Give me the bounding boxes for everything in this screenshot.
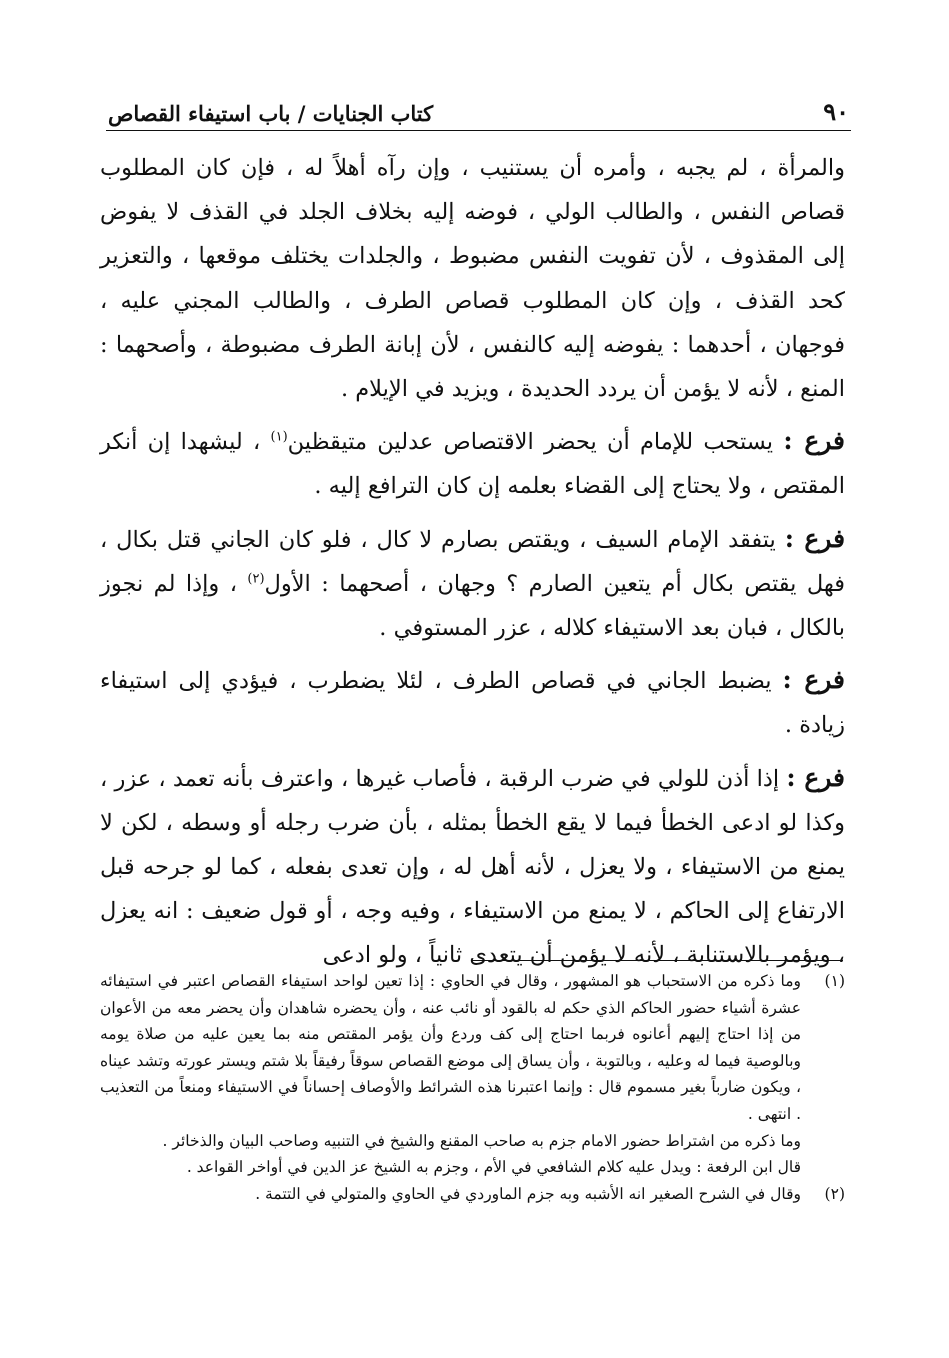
fara-label: فرع : — [783, 426, 846, 456]
footnote-1-note-3: قال ابن الرفعة : ويدل عليه كلام الشافعي في الأم ، وجزم به الشيخ عز الدين في أواخر القواعد . — [186, 1158, 801, 1177]
paragraph-3-text-a: يتفقد الإمام السيف ، ويقتص بصارم لا كال ، فلو كان الجاني قتل بكال ، فهل يقتص بكال أم يتعين الصارم ؟ وجهان ، أصحهما : الأول — [100, 526, 845, 597]
footnote-2 — [100, 1181, 845, 1208]
page-header — [108, 86, 849, 126]
paragraph-1: والمرأة ، لم يجبه ، وأمره أن يستنيب ، وإن رآه أهلاً له ، فإن كان المطلوب قصاص النفس ، والطالب الولي ، فوضه إليه بخلاف الجلد في القذف لا يفوض إلى المقذوف ، لأن تفويت النفس مضبوط ، والجلدات يختلف موقعها ، والتعزير كحد القذف ، وإن كان المطلوب قصاص الطرف ، والطالب المجني عليه ، فوجهان ، أحدهما : يفوضه إليه كالنفس ، لأن إبانة الطرف مضبوطة ، وأصحهما : المنع ، لأنه لا يؤمن أن يردد الحديدة ، ويزيد في الإيلام . — [100, 155, 845, 403]
footnote-separator — [472, 960, 843, 961]
paragraph-3-text-b: ، وإذا لم نجوز بالكال ، فبان بعد الاستيفاء كلاله ، عزر المستوفي . — [100, 570, 845, 642]
fara-label: فرع : — [784, 523, 846, 553]
footnote-1-number: (١) — [824, 972, 845, 990]
paragraph-2 — [100, 415, 845, 508]
main-text — [100, 146, 845, 978]
footnote-1-text: وما ذكره من الاستحباب هو المشهور ، وقال في الحاوي : إذا تعين لواحد استيفاء القصاص اعتبر في استيفائه عشرة أشياء حضور الحاكم الذي حكم له بالقود أو نائب عنه ، وأن يحضره شاهدان وأن يحضر معه من الأعوان من إذا احتاج إليهم أعانوه فربما احتاج إلى كف وردع وأن يؤمر المقتص منه بما يعين عليه من صلاة يومه وبالوصية فيما له وعليه ، وبالتوبة ، وأن يساق إلى موضع القصاص سوقاً رفيقاً بلا شتم ويستر عورته وتشد عيناه ، ويكون ضارباً بغير مسموم قال : وإنما اعتبرنا هذه الشرائط والأوصاف إحساناً في الاستيفاء ومنعاً من التعذيب . انتهى . — [100, 972, 801, 1123]
paragraph-5-text: إذا أذن للولي في ضرب الرقبة ، فأصاب غيرها ، واعترف بأنه تعمد ، عزر ، وكذا لو ادعى الخطأ فيما لا يقع الخطأ بمثله ، بأن ضرب رجله أو وسطه ، لكن لا يمنع من الاستيفاء ، ولا يعزل ، لأنه أهل له ، وإن تعدى بفعله ، كما لو جرحه قبل الارتفاع إلى الحاكم ، لا يمنع من الاستيفاء ، وفيه وجه ، أو قول ضعيف : انه يعزل ، ويؤمر بالاستنابة ، لأنه لا يؤمن أن يتعدى ثانياً ، ولو ادعى — [100, 765, 845, 969]
footnote-ref-2[interactable]: (٢) — [247, 571, 265, 587]
footnote-2-text: وقال في الشرح الصغير انه الأشبه وبه جزم الماوردي في الحاوي والمتولي في التتمة . — [255, 1184, 801, 1203]
header-rule — [106, 130, 851, 131]
footnote-ref-1[interactable]: (١) — [270, 429, 288, 445]
fara-label: فرع : — [782, 665, 845, 695]
footnotes — [100, 968, 845, 1207]
fara-label: فرع : — [786, 762, 846, 792]
footnote-1-note-2: وما ذكره من اشتراط حضور الامام جزم به صاحب المقنع والشيخ في التنبيه وصاحب البيان والذخائر . — [162, 1131, 801, 1150]
paragraph-2-text-a: يستحب للإمام أن يحضر الاقتصاص عدلين متيقظين — [287, 429, 774, 456]
page-number: ٩٠ — [823, 97, 849, 126]
paragraph-4-text: يضبط الجاني في قصاص الطرف ، لئلا يضطرب ، فيؤدي إلى استيفاء زيادة . — [100, 668, 845, 739]
paragraph-5 — [100, 752, 845, 978]
footnote-1 — [100, 968, 845, 1128]
footnote-2-number: (٢) — [824, 1184, 845, 1203]
paragraph-4 — [100, 654, 845, 747]
running-title: كتاب الجنايات / باب استيفاء القصاص — [108, 101, 434, 126]
paragraph-2-text-b: ، ليشهدا إن أنكر المقتص ، ولا يحتاج إلى القضاء بعلمه إن كان الترافع إليه . — [100, 429, 845, 500]
paragraph-3 — [100, 513, 845, 651]
